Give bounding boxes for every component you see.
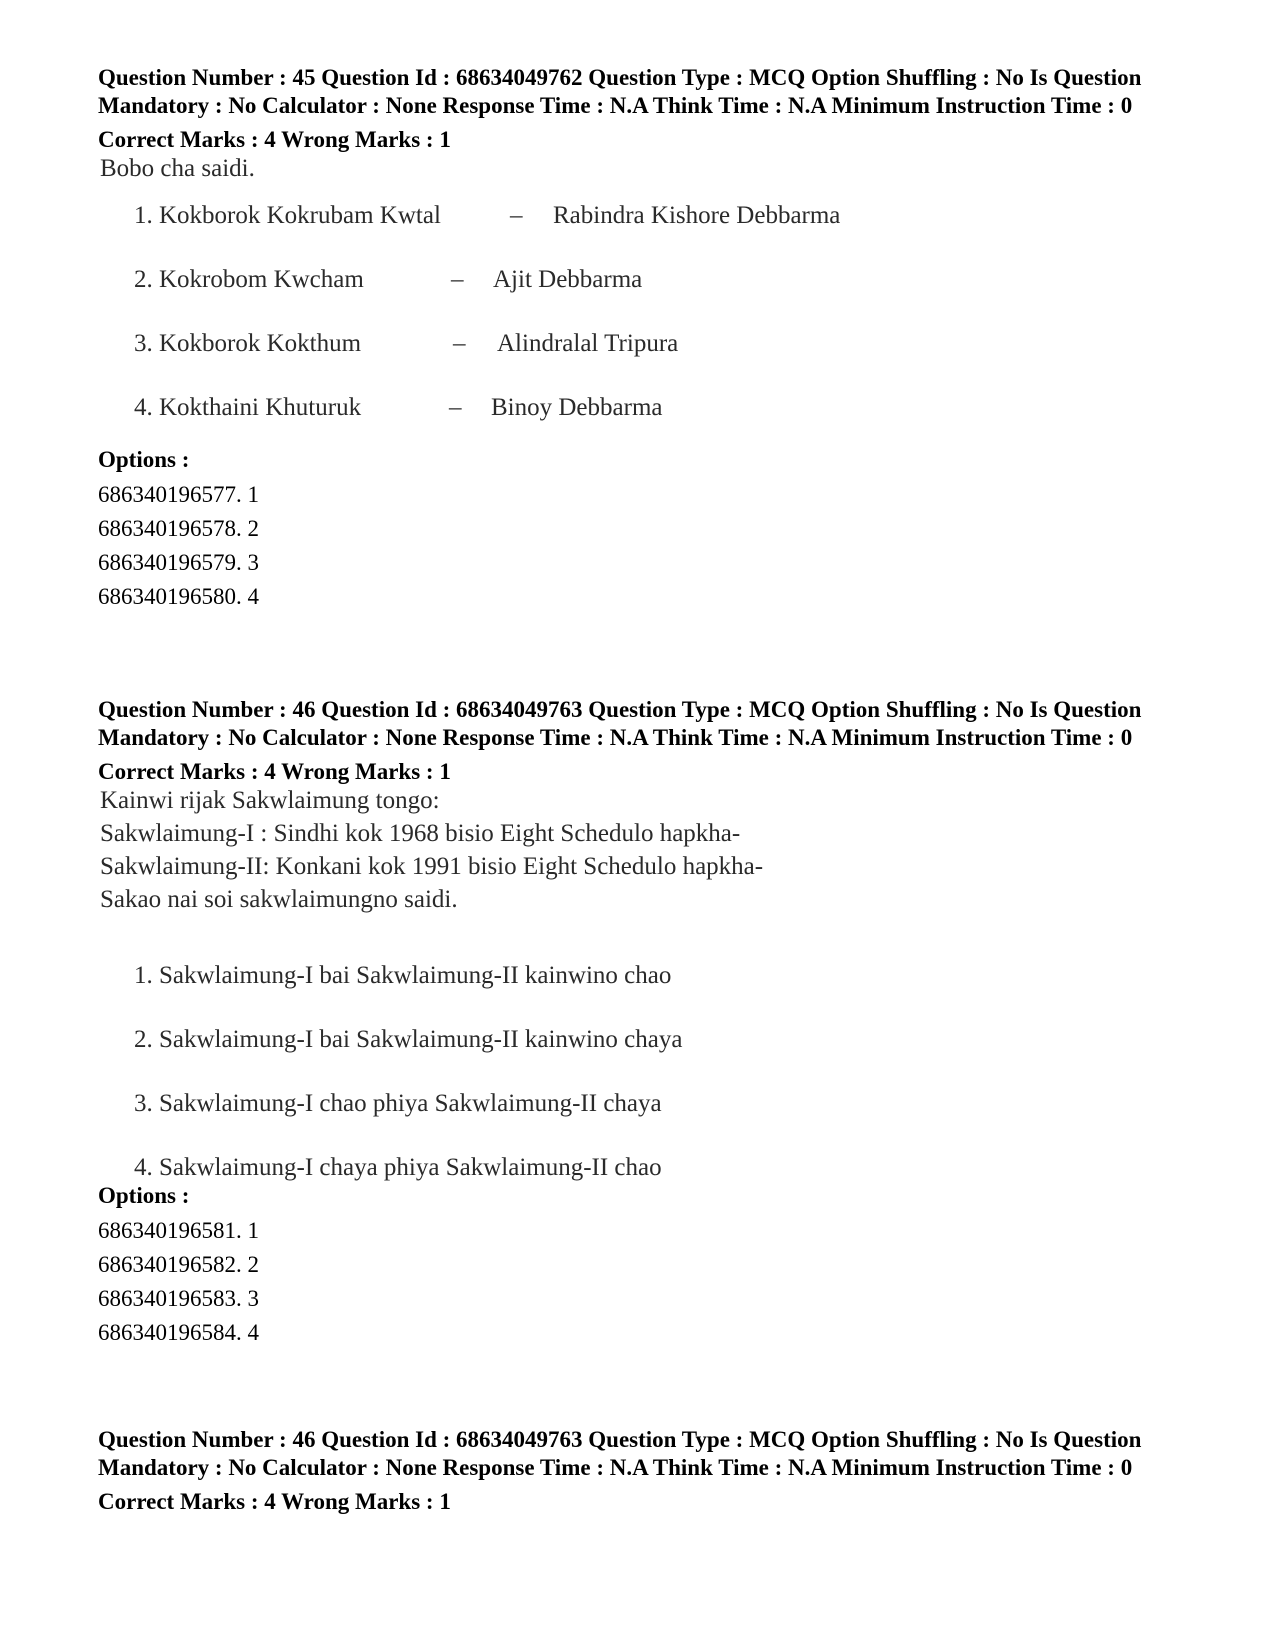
- choice-item: 4. Sakwlaimung-I chaya phiya Sakwlaimung-II chao: [134, 1154, 662, 1181]
- statement-line: Sakwlaimung-II: Konkani kok 1991 bisio Eight Schedulo hapkha-: [100, 853, 764, 880]
- options-label: Options :: [98, 447, 190, 472]
- option-item: 686340196579. 3: [98, 550, 259, 575]
- item-number: 1.: [134, 202, 153, 229]
- item-author: Ajit Debbarma: [493, 266, 643, 293]
- choice-item: 1. Sakwlaimung-I bai Sakwlaimung-II kainwino chao: [134, 962, 672, 989]
- option-item: 686340196581. 1: [98, 1218, 259, 1243]
- item-number: 2.: [134, 266, 153, 293]
- item-number: 3.: [134, 330, 153, 357]
- statement-line: Sakwlaimung-I : Sindhi kok 1968 bisio Eight Schedulo hapkha-: [100, 820, 741, 847]
- question-marks: Correct Marks : 4 Wrong Marks : 1: [98, 127, 451, 152]
- option-item: 686340196580. 4: [98, 584, 259, 609]
- item-work: Kokborok Kokrubam Kwtal: [159, 202, 441, 229]
- match-item: [134, 394, 361, 422]
- option-item: 686340196578. 2: [98, 516, 259, 541]
- question-header: Question Number : 45 Question Id : 68634049762 Question Type : MCQ Option Shuffling : No Is Question Mandatory : No Calculator : None Response Time : N.A Think Time : N.A Minimum Instruction Time : 0: [98, 65, 1142, 118]
- option-item: 686340196582. 2: [98, 1252, 259, 1277]
- item-work: Kokborok Kokthum: [159, 330, 362, 357]
- choice-item: 3. Sakwlaimung-I chao phiya Sakwlaimung-II chaya: [134, 1090, 662, 1117]
- question-statements: [100, 784, 763, 916]
- question-image: [98, 154, 1178, 446]
- question-46: [98, 696, 1178, 1350]
- question-46-repeat: [98, 1426, 1178, 1516]
- choice-item: 2. Sakwlaimung-I bai Sakwlaimung-II kainwino chaya: [134, 1026, 683, 1053]
- item-dash: –: [510, 202, 523, 229]
- question-marks: Correct Marks : 4 Wrong Marks : 1: [98, 1489, 451, 1514]
- match-item: [134, 266, 364, 294]
- question-header: Question Number : 46 Question Id : 68634049763 Question Type : MCQ Option Shuffling : No Is Question Mandatory : No Calculator : None Response Time : N.A Think Time : N.A Minimum Instruction Time : 0: [98, 1427, 1142, 1480]
- item-work: Kokrobom Kwcham: [159, 266, 364, 293]
- item-author: Alindralal Tripura: [497, 330, 679, 357]
- item-number: 4.: [134, 394, 153, 421]
- question-45: [98, 64, 1178, 614]
- item-dash: –: [449, 394, 462, 421]
- question-marks: Correct Marks : 4 Wrong Marks : 1: [98, 759, 451, 784]
- item-work: Kokthaini Khuturuk: [159, 394, 362, 421]
- question-prompt: Bobo cha saidi.: [100, 155, 255, 182]
- item-dash: –: [453, 330, 466, 357]
- item-author: Binoy Debbarma: [491, 394, 663, 421]
- statement-line: Sakao nai soi sakwlaimungno saidi.: [100, 886, 458, 913]
- option-item: 686340196583. 3: [98, 1286, 259, 1311]
- option-item: 686340196584. 4: [98, 1320, 259, 1345]
- match-item: [134, 330, 361, 358]
- match-item: [134, 202, 441, 230]
- question-header: Question Number : 46 Question Id : 68634049763 Question Type : MCQ Option Shuffling : No Is Question Mandatory : No Calculator : None Response Time : N.A Think Time : N.A Minimum Instruction Time : 0: [98, 697, 1142, 750]
- statement-line: Kainwi rijak Sakwlaimung tongo:: [100, 787, 440, 814]
- options-label: Options :: [98, 1183, 190, 1208]
- option-item: 686340196577. 1: [98, 482, 259, 507]
- item-author: Rabindra Kishore Debbarma: [553, 202, 841, 229]
- question-image: [98, 786, 1178, 1182]
- item-dash: –: [451, 266, 464, 293]
